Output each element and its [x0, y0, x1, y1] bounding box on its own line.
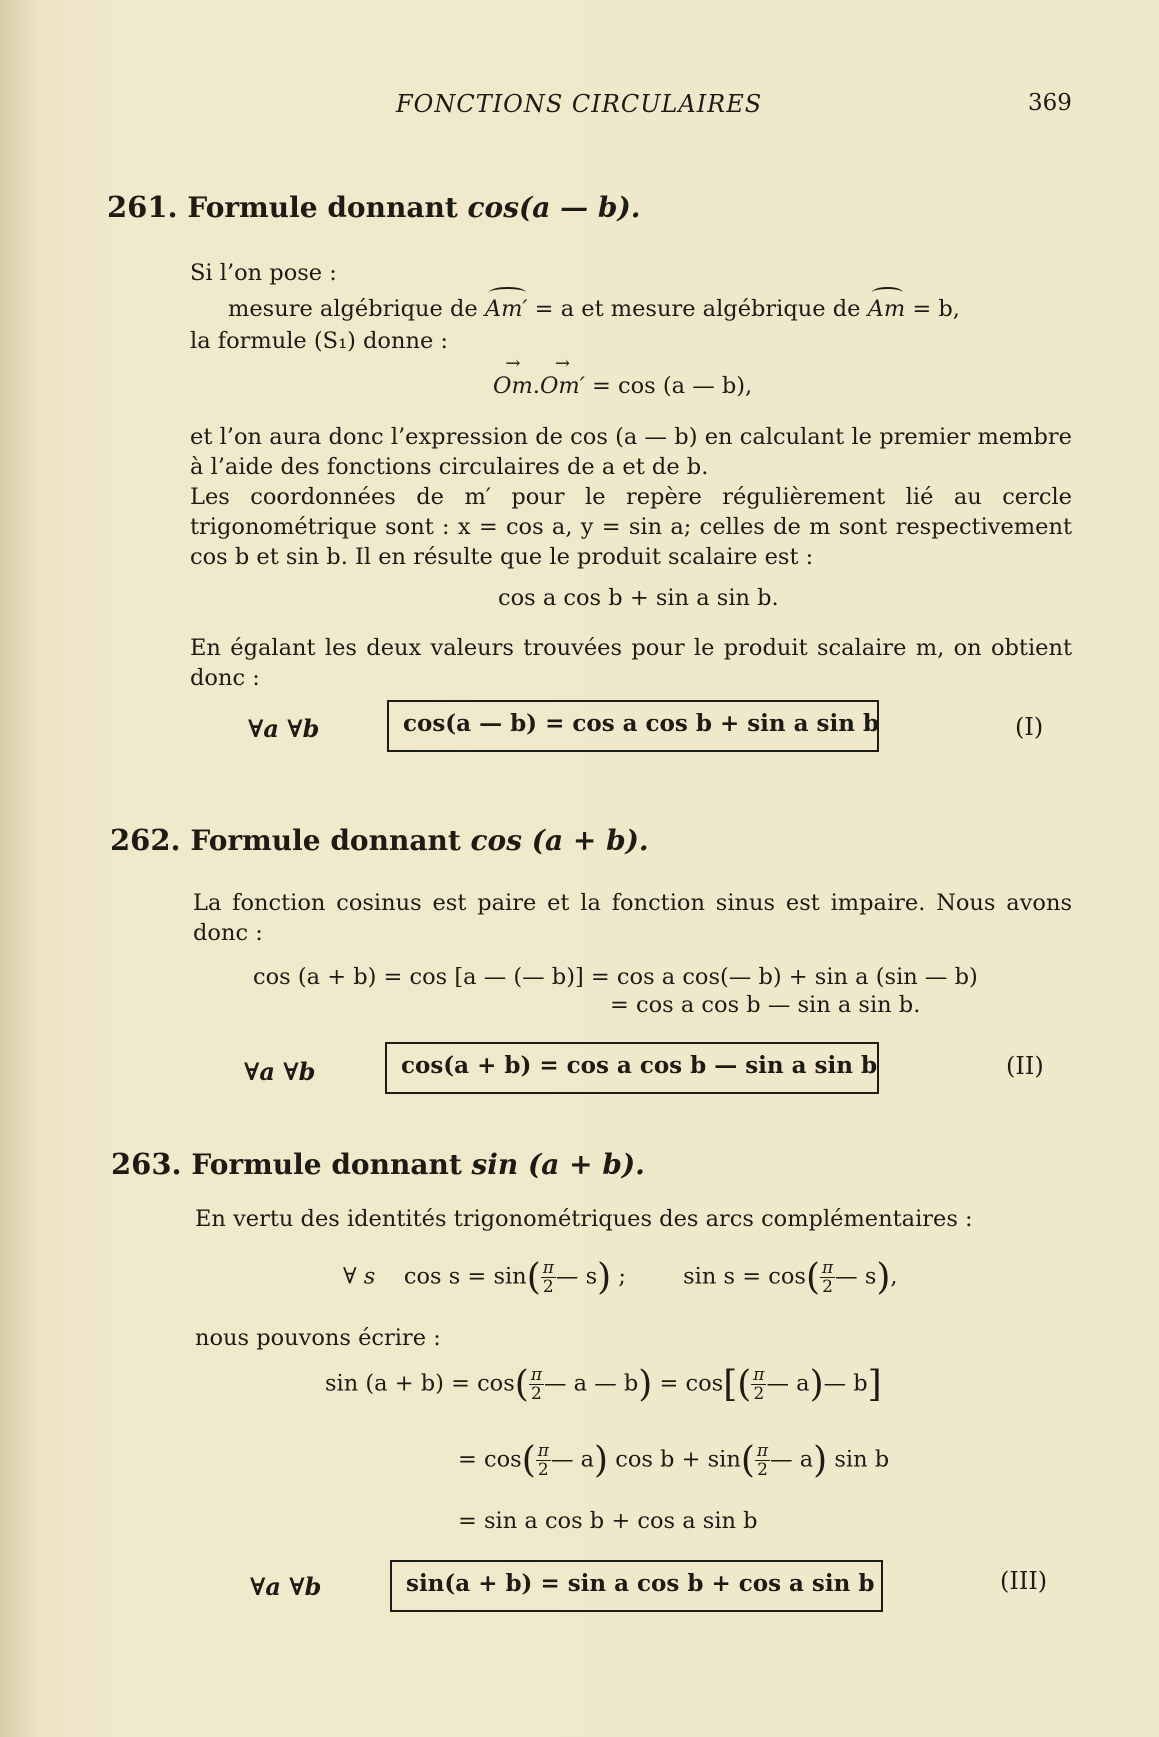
complementary-identities: ∀ s cos s = sin( $\frac{\pi}{2}$ — s) ; sin s = cos( $\frac{\pi}{2}$ — s), — [343, 1257, 898, 1298]
identity-tail: — s — [835, 1263, 877, 1290]
section-title-math: cos (a + b). — [470, 824, 649, 857]
text-fragment: = a et mesure algébrique de — [527, 296, 868, 322]
boxed-formula: cos(a — b) = cos a cos b + sin a sin b — [387, 700, 879, 752]
paragraph: En vertu des identités trigonométriques des arcs complémentaires : — [195, 1206, 973, 1232]
separator: ; — [618, 1263, 626, 1290]
identity-lhs: cos s = sin — [403, 1263, 527, 1290]
boxed-formula: cos(a + b) = cos a cos b — sin a sin b — [385, 1042, 879, 1094]
expr: cos b + sin — [608, 1446, 741, 1473]
scalar-product-result: cos a cos b + sin a sin b. — [498, 585, 779, 611]
text-fragment: mesure algébrique de — [228, 296, 485, 322]
section-title-math: cos(a — b). — [467, 191, 641, 224]
quantifier: ∀ s — [343, 1263, 376, 1290]
section-number: 261. — [107, 190, 178, 224]
identity-lhs: sin s = cos — [683, 1263, 806, 1290]
expr: — a — [550, 1446, 595, 1473]
formula-ref-line: la formule (S₁) donne : — [190, 328, 449, 354]
equation-tag: (III) — [1000, 1567, 1048, 1595]
paragraph: et l’on aura donc l’expression de cos (a — b) en calculant le premier membre à l’aide des fonctions circulaires de a et de b. — [190, 424, 1072, 480]
dot-operator: . — [532, 373, 540, 399]
equation-tag: (I) — [1015, 713, 1044, 741]
intro-text: Si l’on pose : — [190, 260, 337, 286]
section-263-heading — [111, 1147, 645, 1181]
boxed-formula: sin(a + b) = sin a cos b + cos a sin b — [390, 1560, 883, 1612]
expr: — a — [766, 1370, 810, 1397]
fraction-pi-over-2: $\frac{\pi}{2}$ — [753, 1365, 765, 1404]
vector-om: → Om — [493, 373, 533, 399]
page-number: 369 — [1028, 90, 1072, 116]
section-261-heading — [107, 190, 640, 224]
paragraph: En égalant les deux valeurs trouvées pour le produit scalaire m, on obtient donc : — [190, 635, 1072, 691]
text-fragment: = b, — [905, 296, 960, 322]
definition-line — [228, 296, 960, 322]
expr: = cos — [458, 1446, 522, 1473]
equation-rest: = cos (a — b), — [584, 373, 753, 399]
section-number: 262. — [110, 823, 181, 857]
paragraph: nous pouvons écrire : — [195, 1325, 441, 1351]
paragraph: La fonction cosinus est paire et la fonction sinus est impaire. Nous avons donc : — [193, 890, 1072, 946]
running-header — [0, 90, 1159, 130]
fraction-pi-over-2: $\frac{\pi}{2}$ — [756, 1441, 769, 1480]
section-title: Formule donnant — [191, 1148, 472, 1181]
arc-am-prime: Am′ — [484, 296, 528, 322]
section-title: Formule donnant — [190, 824, 471, 857]
separator: , — [890, 1263, 898, 1290]
section-262-heading — [110, 823, 649, 857]
expr: — a — [770, 1446, 814, 1473]
vector-om-prime: → Om′ — [540, 373, 585, 399]
sin-sum-derivation-3: = sin a cos b + cos a sin b — [458, 1508, 758, 1534]
scalar-product-equation — [493, 373, 752, 399]
equation-tag: (II) — [1006, 1052, 1044, 1080]
section-title: Formule donnant — [187, 191, 468, 224]
arc-am: Am — [867, 296, 906, 322]
expr: — b — [823, 1370, 868, 1397]
derivation-line-2: = cos a cos b — sin a sin b. — [610, 992, 921, 1018]
derivation-line-1: cos (a + b) = cos [a — (— b)] = cos a cos(— b) + sin a (sin — b) — [253, 964, 978, 990]
identity-tail: — s — [555, 1263, 598, 1290]
quantifier: ∀a ∀b — [248, 714, 320, 743]
fraction-pi-over-2: $\frac{\pi}{2}$ — [542, 1258, 554, 1297]
fraction-pi-over-2: $\frac{\pi}{2}$ — [821, 1258, 834, 1297]
expr: sin b — [827, 1446, 890, 1473]
fraction-pi-over-2: $\frac{\pi}{2}$ — [530, 1365, 543, 1404]
paragraph: Les coordonnées de m′ pour le repère régulièrement lié au cercle trigonométrique sont : x = cos a, y = sin a; celles de m sont respectivement cos b et sin b. Il en résulte que le produit scalaire est : — [190, 484, 1072, 570]
quantifier: ∀a ∀b — [250, 1572, 322, 1601]
sin-sum-derivation-2: = cos( $\frac{\pi}{2}$ — a) cos b + sin( $\frac{\pi}{2}$ — a) sin b — [458, 1440, 890, 1481]
running-title: FONCTIONS CIRCULAIRES — [396, 90, 763, 118]
fraction-pi-over-2: $\frac{\pi}{2}$ — [537, 1441, 549, 1480]
section-title-math: sin (a + b). — [471, 1148, 645, 1181]
expr: sin (a + b) = cos — [325, 1370, 515, 1397]
quantifier: ∀a ∀b — [244, 1057, 316, 1086]
expr: — a — b — [544, 1370, 639, 1397]
section-number: 263. — [111, 1147, 182, 1181]
expr: = cos — [652, 1370, 724, 1397]
sin-sum-derivation-1: sin (a + b) = cos( $\frac{\pi}{2}$ — a — b) = cos[( $\frac{\pi}{2}$ — a)— b] — [325, 1364, 882, 1405]
